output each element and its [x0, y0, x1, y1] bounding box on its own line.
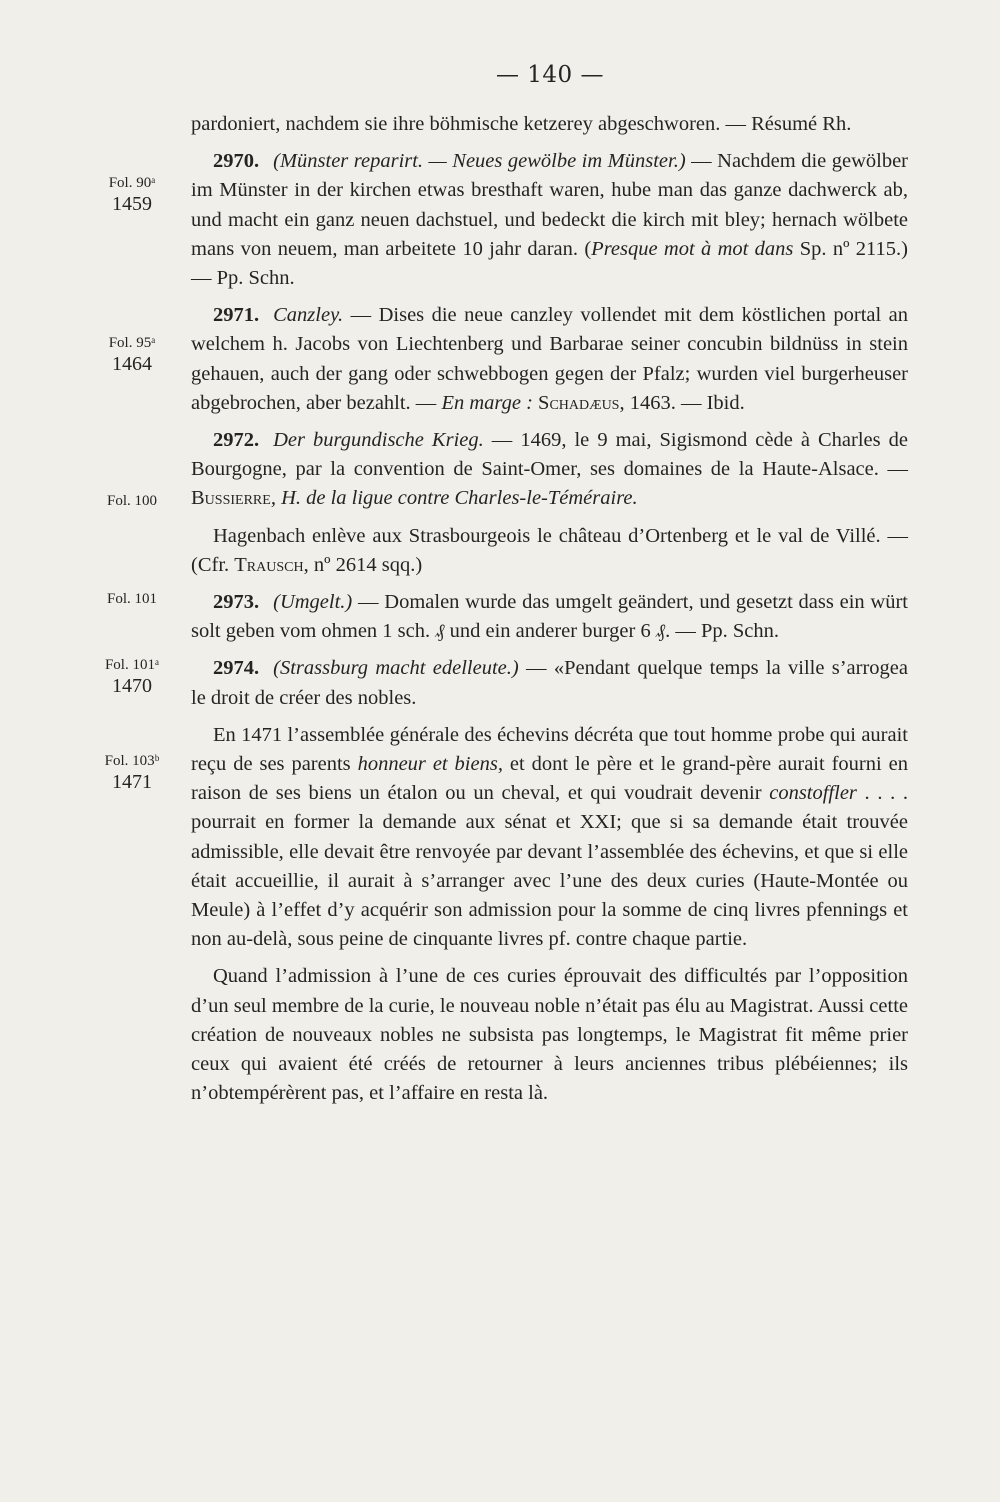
author-name: Trausch — [234, 553, 304, 576]
margin-year: 1459 — [112, 193, 152, 215]
entry-title: (Strassburg macht edelleute.) — [273, 657, 519, 680]
paragraph-assemblee: En 1471 l’assemblée générale des échevins décréta que tout homme probe qui aurait reçu de ses parents honneur et biens, et dont le père et le grand-père aurait fourni en raison de ses biens un étalon ou un cheval, et qui voudrait devenir constoffler . . . . pourrait en former la demande aux sénat et XXI; que si sa demande était trouvée admissible, elle devait être renvoyée par devant l’assemblée des échevins, et que si elle était accueillie, il aurait à s’arranger avec l’une des deux curies (Haute-Montée ou Meule) à l’effet d’y acquérir son admission pour la somme de cinq livres pfennings et non au-delà, sous peine de cinquante livres pf. contre chaque partie. — [191, 723, 909, 951]
margin-note-2974 — [86, 752, 178, 794]
entry-2971: 2971. Canzley. — Dises die neue canzley vollendet mit dem köstlichen portal an welchem h. Jacobs von Liechtenberg und Barbarae seiner concubin bildnüss in stein gehauen, auch der gang oder schwebbogen gegen der Pfalz; wurden viel burgerheuser abgebrochen, aber bezahlt. — En marge : Schadæus, 1463. — Ibid. — [191, 304, 908, 414]
margin-note-2971 — [86, 334, 178, 376]
entry-2970: 2970. (Münster reparirt. — Neues gewölbe im Münster.) — Nachdem die gewölber im Münster in der kirchen etwas bresthaft waren, hube man das ganze dachwerck ab, und macht ein ganz neuen dachstuel, und bedeckt die kirch mit bley; hernach wölbete mans von neuem, man arbeitete 10 jahr daran. (Presque mot à mot dans Sp. nº 2115.) — Pp. Schn. — [191, 150, 908, 290]
entry-title: Der burgundische Krieg. — [273, 429, 484, 452]
main-text — [191, 110, 908, 1109]
folio-ref: Fol. 90ᵃ — [108, 175, 156, 191]
entry-2974: 2974. (Strassburg macht edelleute.) — «Pendant quelque temps la ville s’arrogea le droit de créer des nobles. — [191, 657, 908, 709]
entry-number: 2974. — [213, 657, 260, 680]
margin-year: 1464 — [112, 353, 152, 375]
entry-number: 2971. — [213, 304, 260, 327]
entry-2973: 2973. (Umgelt.) — Domalen wurde das umgelt geändert, und gesetzt dass ein würt solt geben vom ohmen 1 sch. ₰ und ein anderer burger 6 ₰. — Pp. Schn. — [191, 591, 908, 643]
pfennig-symbol: ₰ — [655, 621, 666, 642]
folio-ref: Fol. 101 — [106, 591, 157, 607]
margin-note-2970 — [86, 174, 178, 216]
entry-2972: 2972. Der burgundische Krieg. — 1469, le 9 mai, Sigismond cède à Charles de Bourgogne, par la convention de Saint-Omer, ses domaines de la Haute-Alsace. — Bussierre, H. de la ligue contre Charles-le-Téméraire. — [191, 429, 908, 510]
paragraph-admission: Quand l’admission à l’une de ces curies éprouvait des difficultés par l’opposition d’un seul membre de la curie, le nouveau noble n’était pas élu au Magistrat. Aussi cette création de nouveaux nobles ne subsista pas longtemps, le Magistrat fit même prier ceux qui avaient été créés de retourner à leurs anciennes tribus plébéiennes; ils n’obtempérèrent pas, et l’affaire en resta là. — [191, 965, 908, 1105]
entry-number: 2972. — [213, 429, 260, 452]
folio-ref: Fol. 100 — [106, 493, 157, 509]
folio-ref: Fol. 101ᵃ — [104, 657, 160, 673]
margin-note-2972 — [86, 492, 178, 510]
author-name: Bussierre — [191, 487, 271, 510]
entry-number: 2973. — [213, 591, 260, 614]
folio-ref: Fol. 103ᵇ — [104, 753, 160, 769]
margin-year: 1470 — [112, 675, 152, 697]
margin-year: 1471 — [112, 771, 152, 793]
entry-2972-hagenbach: Hagenbach enlève aux Strasbourgeois le château d’Ortenberg et le val de Villé. — (Cfr. Trausch, nº 2614 sqq.) — [191, 524, 908, 576]
entry-title: Canzley. — [273, 304, 344, 327]
pfennig-symbol: ₰ — [435, 621, 445, 642]
author-name: Schadæus — [538, 391, 620, 414]
entry-title: (Münster reparirt. — Neues gewölbe im Münster.) — [273, 150, 686, 173]
entry-number: 2970. — [213, 150, 260, 173]
margin-note-2973 — [86, 656, 178, 698]
folio-ref: Fol. 95ᵃ — [108, 335, 156, 351]
entry-title: (Umgelt.) — [273, 591, 353, 614]
margin-note-hagenbach — [86, 590, 178, 608]
page-number: — 140 — — [495, 62, 605, 88]
continuation-paragraph: pardoniert, nachdem sie ihre böhmische ketzerey abgeschworen. — Résumé Rh. — [191, 113, 852, 135]
